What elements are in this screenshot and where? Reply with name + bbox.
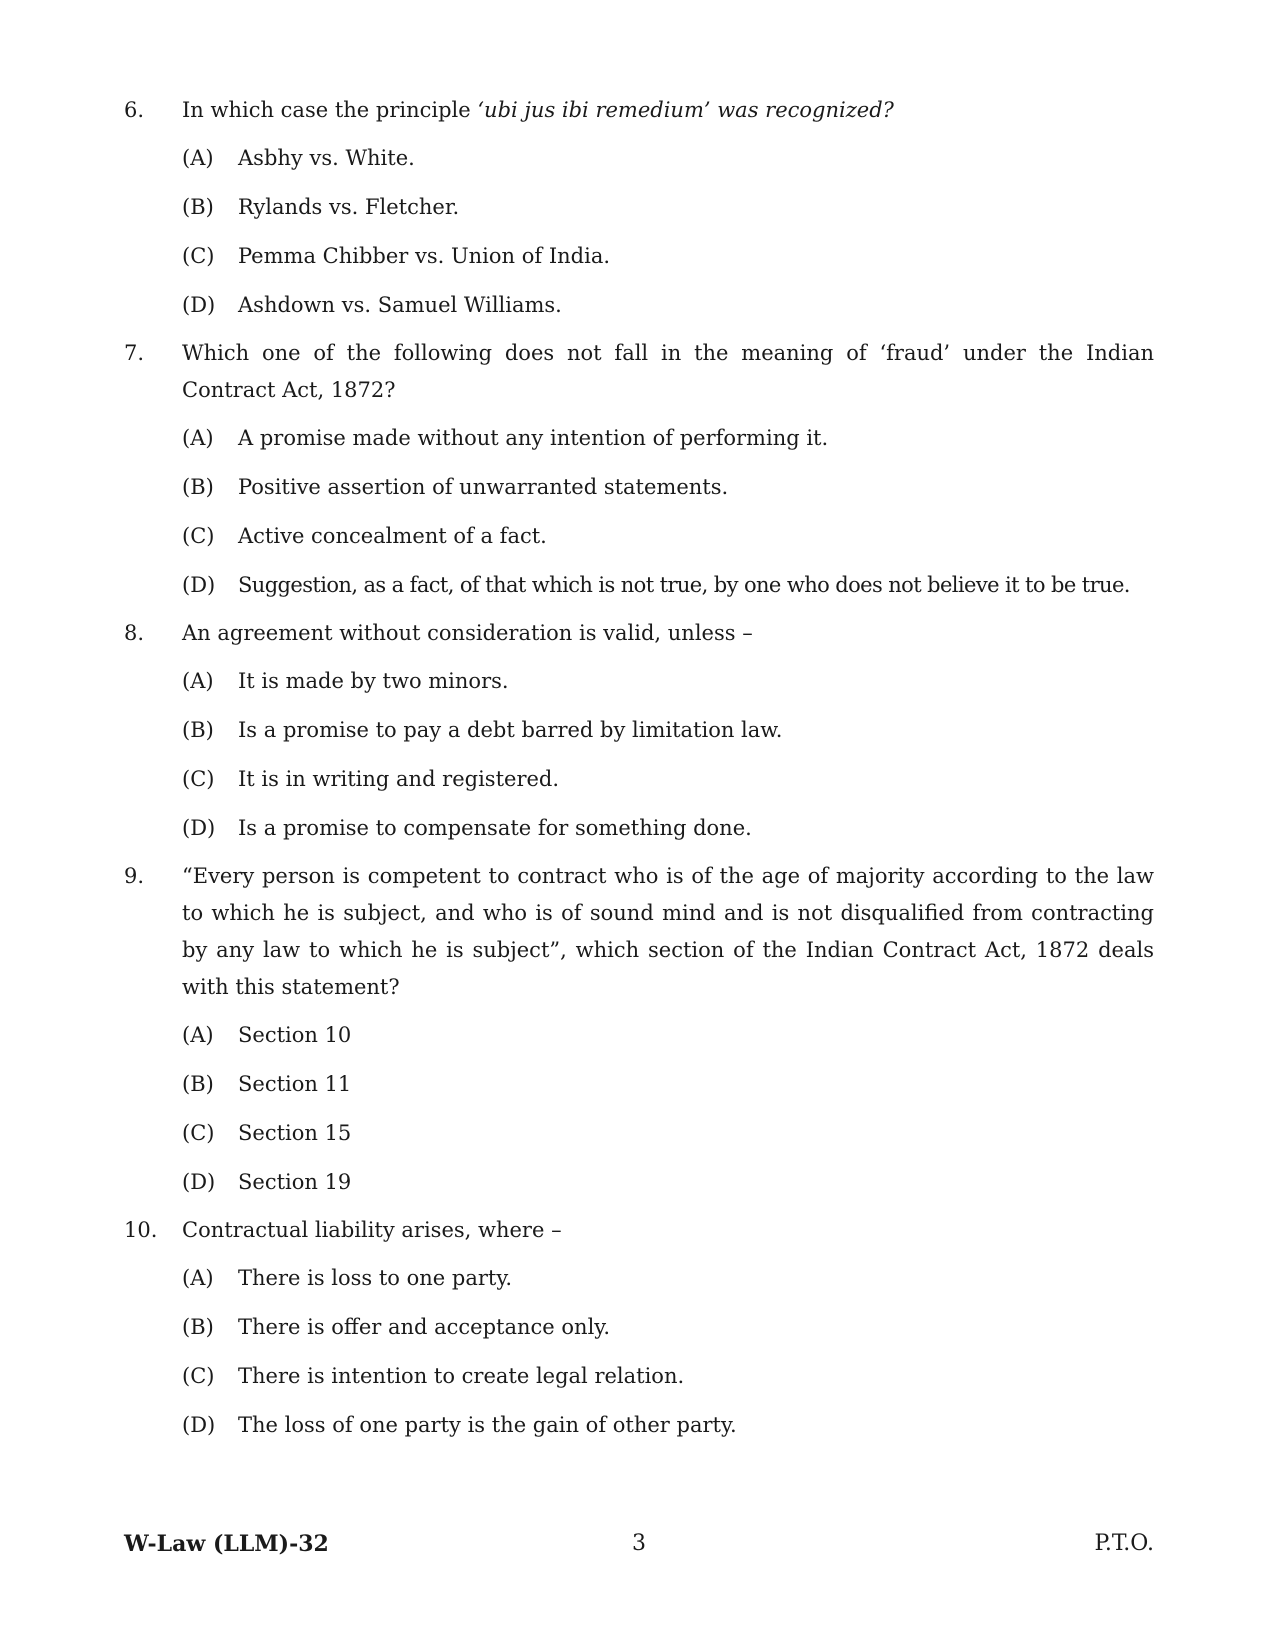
question-number: 6. (124, 98, 145, 122)
option-label: (C) (182, 244, 215, 268)
option-list (182, 663, 1154, 847)
option-a (182, 1260, 1154, 1297)
option-a (182, 420, 1154, 457)
option-d (182, 1164, 1154, 1201)
option-label: (C) (182, 1364, 215, 1388)
question-8 (124, 615, 1154, 847)
option-c (182, 1358, 1154, 1395)
option-text: Ashdown vs. Samuel Williams. (238, 293, 562, 317)
option-text: Pemma Chibber vs. Union of India. (238, 244, 611, 268)
option-d (182, 287, 1154, 324)
pto-label: P.T.O. (1094, 1531, 1154, 1556)
question-9 (124, 858, 1154, 1201)
option-label: (D) (182, 573, 216, 597)
option-d (182, 1407, 1154, 1444)
option-b (182, 189, 1154, 226)
option-text: Section 19 (238, 1170, 352, 1194)
option-label: (D) (182, 1170, 216, 1194)
option-label: (A) (182, 426, 214, 450)
option-text: Positive assertion of unwarranted statements. (238, 475, 729, 499)
question-text: Contractual liability arises, where – (182, 1218, 562, 1242)
option-label: (A) (182, 1023, 214, 1047)
option-text: Is a promise to pay a debt barred by limitation law. (238, 718, 783, 742)
option-d (182, 567, 1154, 604)
option-text: There is offer and acceptance only. (238, 1315, 611, 1339)
question-text: An agreement without consideration is valid, unless – (182, 621, 753, 645)
option-b (182, 1309, 1154, 1346)
option-a (182, 1017, 1154, 1054)
option-text: There is loss to one party. (238, 1266, 513, 1290)
option-text: Suggestion, as a fact, of that which is not true, by one who does not believe it to be true. (238, 573, 1130, 597)
question-number: 9. (124, 864, 145, 888)
question-number: 7. (124, 341, 145, 365)
option-label: (A) (182, 669, 214, 693)
option-list (182, 1017, 1154, 1201)
option-text: There is intention to create legal relation. (238, 1364, 685, 1388)
option-text: Section 15 (238, 1121, 352, 1145)
option-label: (A) (182, 1266, 214, 1290)
question-text-plain: In which case the principle (182, 98, 478, 122)
option-label: (C) (182, 767, 215, 791)
option-label: (B) (182, 475, 214, 499)
option-label: (C) (182, 524, 215, 548)
question-10 (124, 1212, 1154, 1444)
option-text: Section 10 (238, 1023, 352, 1047)
question-7 (124, 335, 1154, 604)
question-6 (124, 92, 1154, 324)
option-list (182, 420, 1154, 604)
option-text: Section 11 (238, 1072, 352, 1096)
option-text: It is made by two minors. (238, 669, 509, 693)
option-label: (B) (182, 1315, 214, 1339)
option-list (182, 140, 1154, 324)
option-label: (C) (182, 1121, 215, 1145)
option-text: Asbhy vs. White. (238, 146, 415, 170)
option-c (182, 1115, 1154, 1152)
question-number: 8. (124, 621, 145, 645)
page-number: 3 (632, 1531, 646, 1556)
question-text: Which one of the following does not fall in the meaning of ‘fraud’ under the Indian Contract Act, 1872? (182, 341, 1154, 402)
option-text: The loss of one party is the gain of other party. (238, 1413, 737, 1437)
option-c (182, 518, 1154, 555)
option-b (182, 712, 1154, 749)
option-c (182, 238, 1154, 275)
option-text: Rylands vs. Fletcher. (238, 195, 460, 219)
option-text: A promise made without any intention of performing it. (238, 426, 829, 450)
option-c (182, 761, 1154, 798)
option-d (182, 810, 1154, 847)
option-b (182, 469, 1154, 506)
question-text: “Every person is competent to contract who is of the age of majority according to the law to which he is subject, and who is of sound mind and is not disqualified from contracting by any law to which he is subject”, which section of the Indian Contract Act, 1872 deals with this statement? (182, 864, 1154, 999)
paper-code: W-Law (LLM)-32 (124, 1531, 329, 1557)
option-a (182, 663, 1154, 700)
question-text (182, 92, 1154, 129)
page-footer (124, 1526, 1154, 1562)
option-label: (A) (182, 146, 214, 170)
option-a (182, 140, 1154, 177)
option-label: (B) (182, 195, 214, 219)
option-text: It is in writing and registered. (238, 767, 560, 791)
option-b (182, 1066, 1154, 1103)
question-number: 10. (124, 1218, 158, 1242)
option-label: (B) (182, 718, 214, 742)
option-text: Is a promise to compensate for something done. (238, 816, 752, 840)
option-label: (B) (182, 1072, 214, 1096)
question-text-italic: ‘ubi jus ibi remedium’ was recognized? (477, 98, 894, 122)
option-label: (D) (182, 1413, 216, 1437)
question-list (124, 92, 1154, 1455)
option-label: (D) (182, 816, 216, 840)
option-text: Active concealment of a fact. (238, 524, 547, 548)
option-label: (D) (182, 293, 216, 317)
option-list (182, 1260, 1154, 1444)
